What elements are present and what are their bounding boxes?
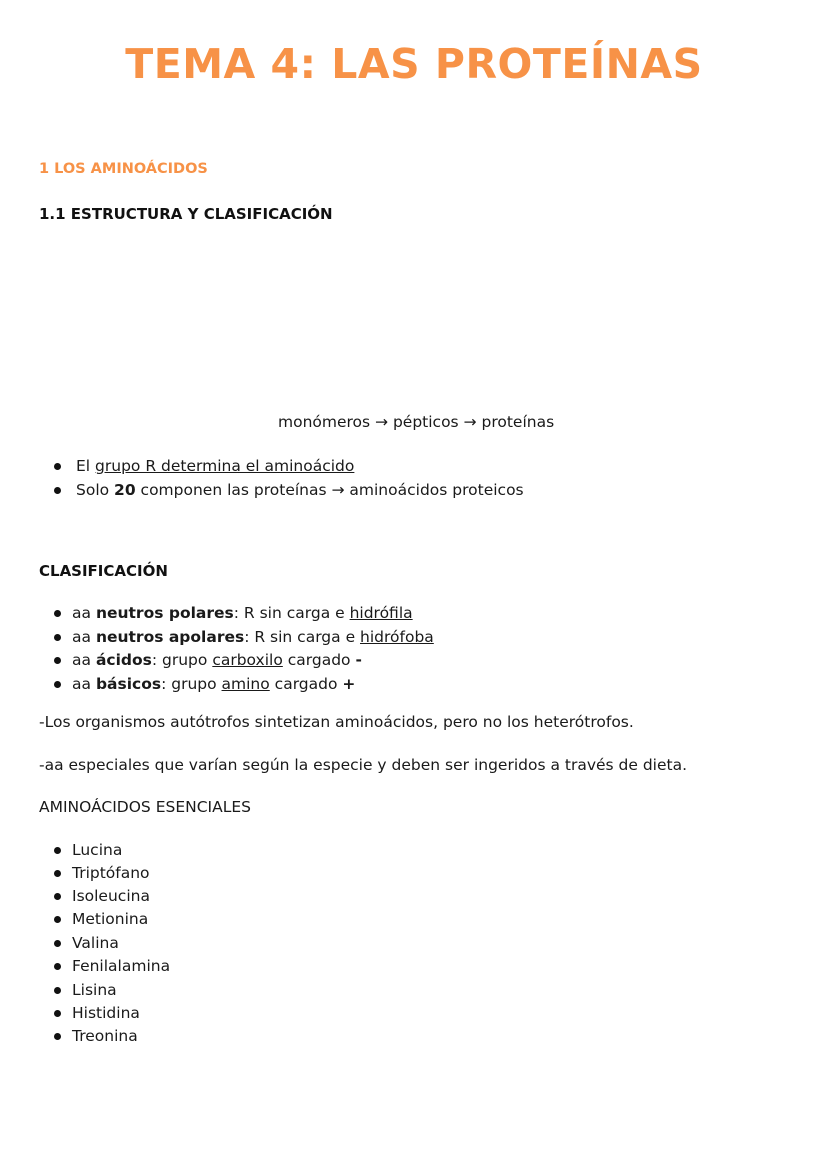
text: El — [76, 457, 96, 475]
amino-acid-name: Metionina — [72, 910, 149, 928]
bullet-icon — [54, 1010, 61, 1017]
bullet-icon — [54, 610, 61, 617]
amino-acid-name: Histidina — [72, 1004, 140, 1022]
esenciales-heading: AMINOÁCIDOS ESENCIALES — [39, 798, 251, 816]
amino-acid-name: Isoleucina — [72, 887, 150, 905]
section-heading-aminoacidos: 1 LOS AMINOÁCIDOS — [39, 161, 208, 177]
bold-text: básicos — [95, 675, 162, 693]
bullet-icon — [54, 963, 61, 970]
bullet-icon — [54, 681, 61, 688]
text: Solo — [76, 481, 115, 499]
bold-text: 20 — [114, 481, 136, 499]
amino-acid-name: Valina — [72, 934, 119, 952]
clasificacion-heading: CLASIFICACIÓN — [39, 562, 168, 580]
text: cargado — [282, 651, 356, 669]
bullet-icon — [54, 916, 61, 923]
subsection-heading-estructura: 1.1 ESTRUCTURA Y CLASIFICACIÓN — [39, 205, 333, 223]
paragraph-autotrofos: -Los organismos autótrofos sintetizan aminoácidos, pero no los heterótrofos. — [39, 713, 634, 731]
paragraph-especiales: -aa especiales que varían según la especie y deben ser ingeridos a través de dieta. — [39, 756, 688, 774]
bullet-icon — [54, 940, 61, 947]
text: : grupo — [161, 675, 222, 693]
underlined-text: hidrófila — [349, 604, 413, 622]
bullet-icon — [54, 657, 61, 664]
bullet-icon — [54, 847, 61, 854]
flow-line: monómeros → pépticos → proteínas — [278, 413, 555, 431]
text: aa — [72, 604, 96, 622]
amino-acid-name: Treonina — [72, 1027, 138, 1045]
amino-acid-name: Triptófano — [72, 864, 150, 882]
underlined-text: grupo R determina el aminoácido — [95, 457, 355, 475]
underlined-text: amino — [221, 675, 270, 693]
text: aa — [72, 675, 96, 693]
amino-acid-name: Fenilalamina — [72, 957, 171, 975]
text: aa — [72, 651, 96, 669]
bullet-icon — [54, 1033, 61, 1040]
underlined-text: hidrófoba — [360, 628, 434, 646]
underlined-text: carboxilo — [212, 651, 283, 669]
text: : grupo — [151, 651, 213, 669]
bullet-icon — [54, 893, 61, 900]
text: : R sin carga e — [244, 628, 361, 646]
bullet-icon — [54, 487, 61, 494]
bold-text: neutros apolares — [95, 628, 245, 646]
bold-text: - — [355, 651, 362, 669]
bullet-icon — [54, 870, 61, 877]
bullet-icon — [54, 634, 61, 641]
amino-acid-name: Lisina — [72, 981, 117, 999]
text: aa — [72, 628, 96, 646]
text: componen las proteínas → aminoácidos proteicos — [135, 481, 524, 499]
bold-text: neutros polares — [95, 604, 234, 622]
page-title: TEMA 4: LAS PROTEÍNAS — [125, 40, 703, 88]
bold-text: + — [342, 675, 356, 693]
text: : R sin carga e — [233, 604, 350, 622]
amino-acid-name: Lucina — [72, 841, 123, 859]
text: cargado — [269, 675, 343, 693]
bold-text: ácidos — [95, 651, 152, 669]
bullet-icon — [54, 987, 61, 994]
bullet-icon — [54, 463, 61, 470]
